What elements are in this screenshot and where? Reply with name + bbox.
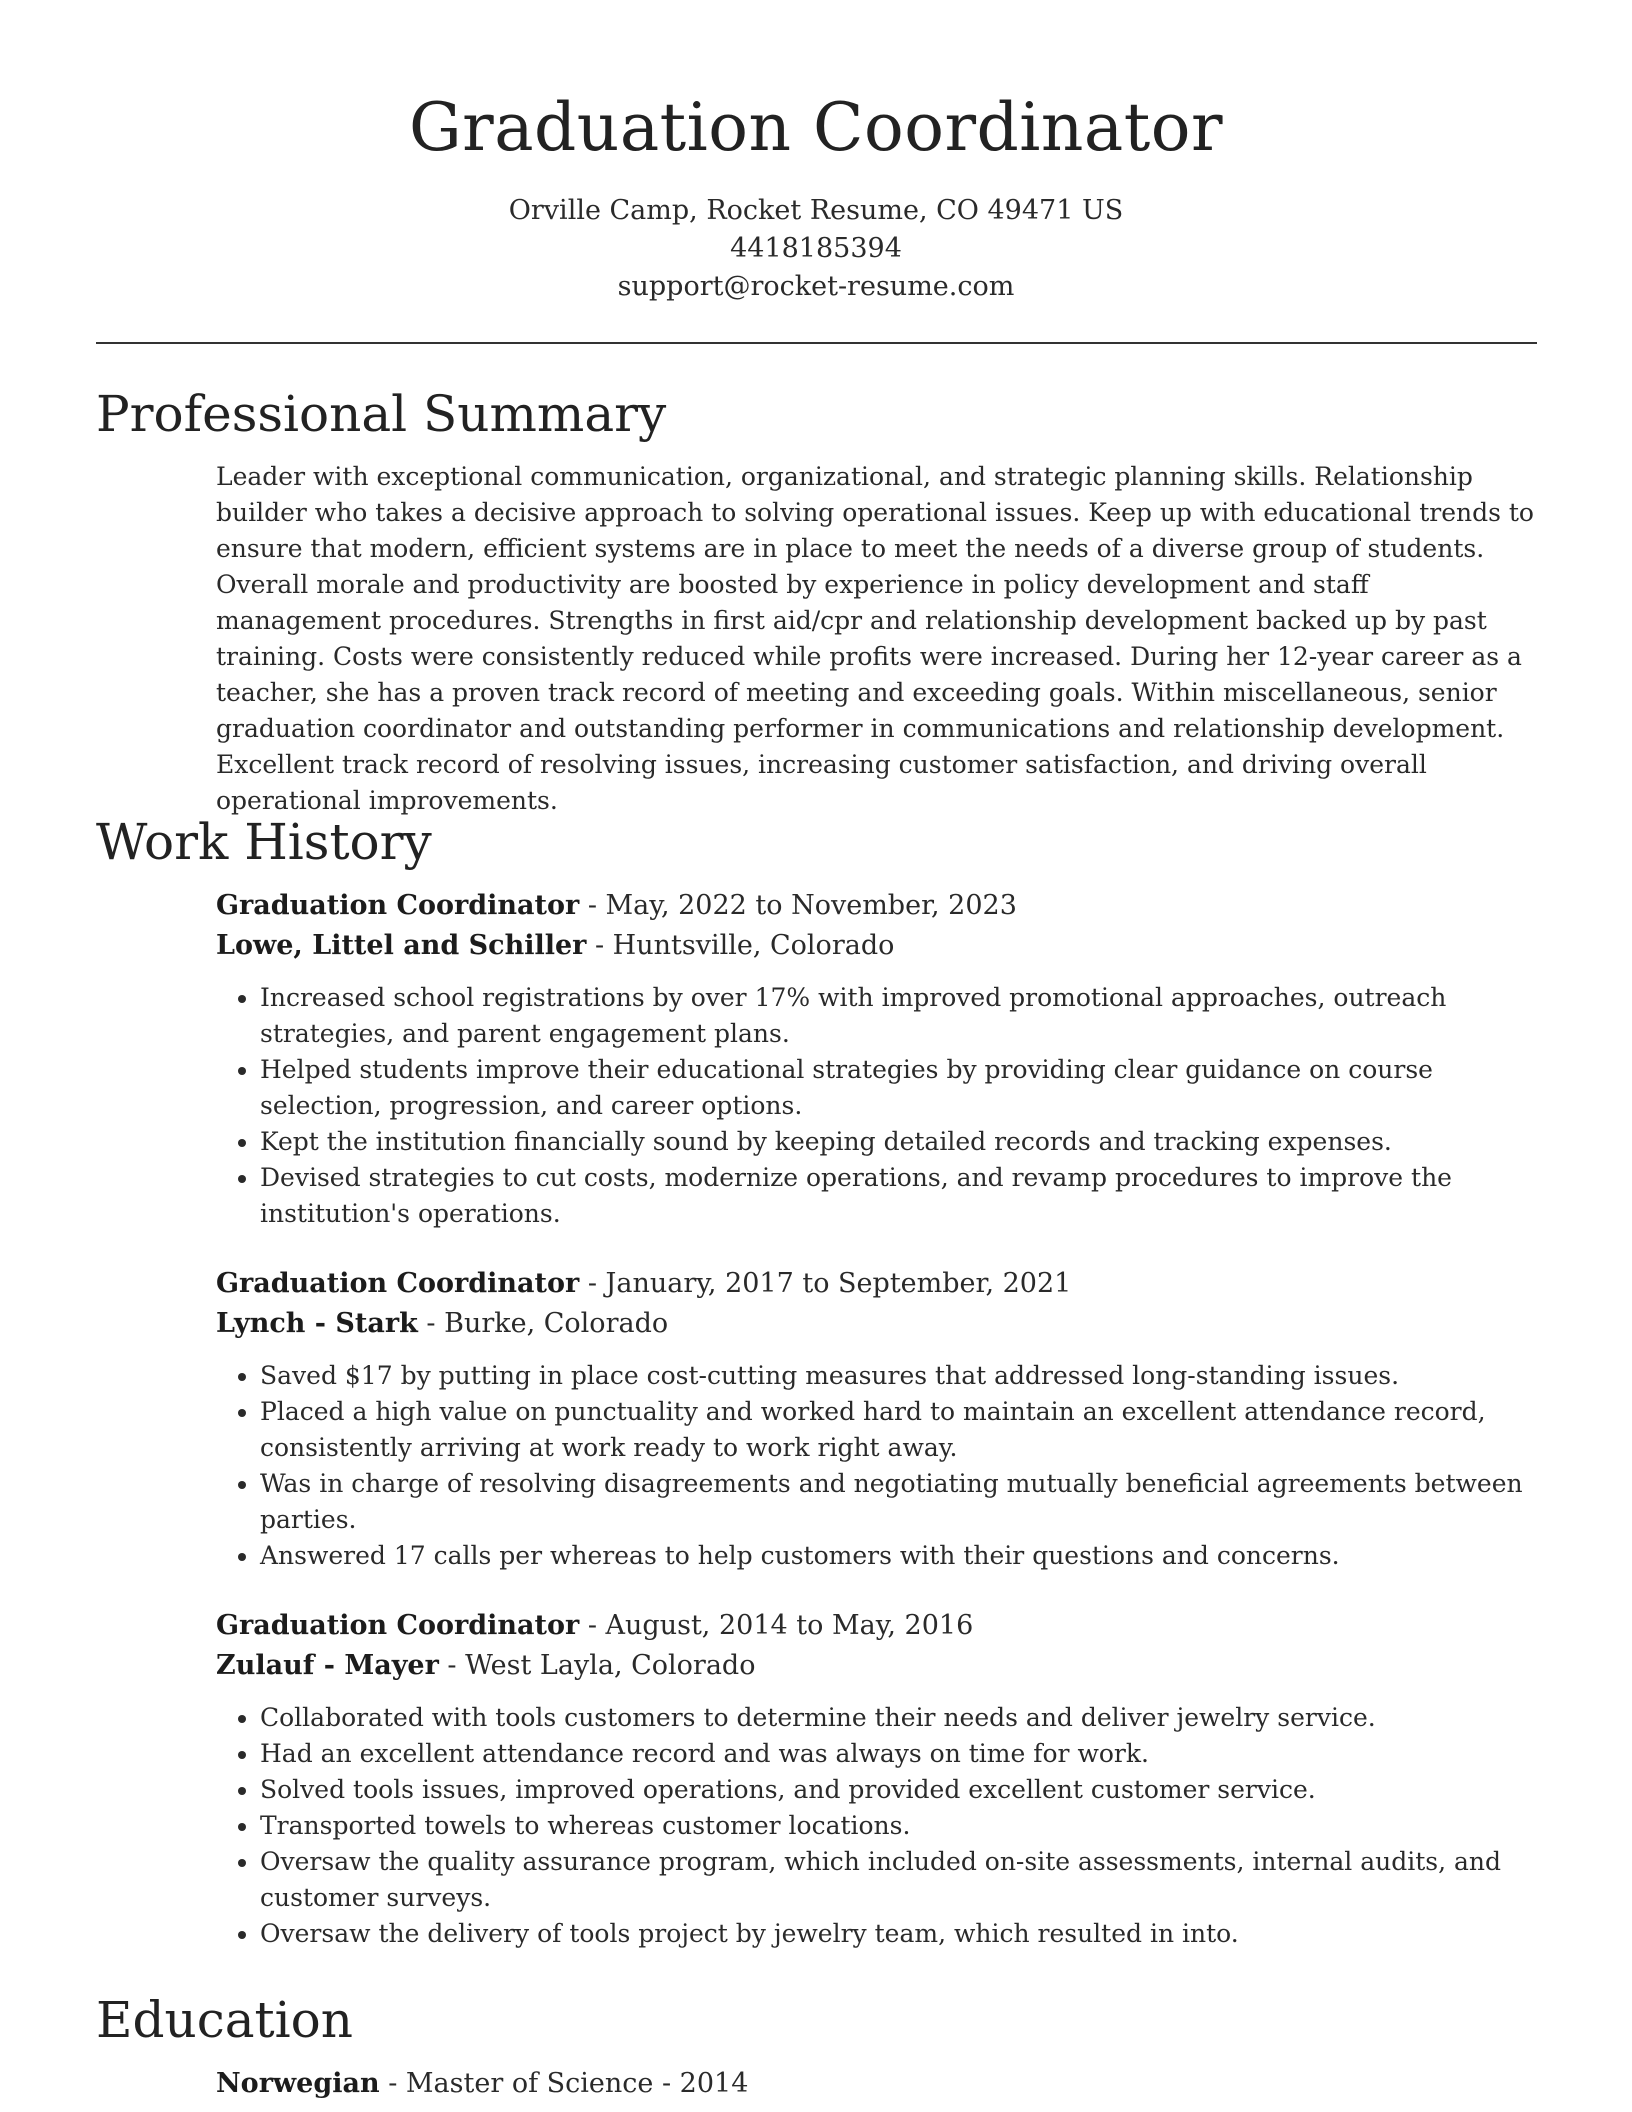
header-divider: [96, 342, 1537, 344]
job-location: - West Layla, Colorado: [438, 1650, 756, 1681]
phone-line: 4418185394: [730, 233, 902, 264]
job-company-line: [216, 926, 1541, 966]
email-line: support@rocket-resume.com: [617, 271, 1015, 302]
job-bullet: • Oversaw the quality assurance program, which included on-site assessments, internal audits, and customer surveys.: [260, 1844, 1541, 1916]
job-title-line: [216, 886, 1541, 926]
resume-header: [0, 0, 1632, 306]
candidate-title: Graduation Coordinator: [408, 89, 1224, 166]
job-bullet: • Devised strategies to cut costs, modernize operations, and revamp procedures to improve the institution's operations.: [260, 1160, 1541, 1232]
job-bullets: [216, 1700, 1541, 1952]
job-company-line: [216, 1646, 1541, 1686]
job-bullet: • Transported towels to whereas customer locations.: [260, 1808, 1541, 1844]
summary-text: Leader with exceptional communication, organizational, and strategic planning skills. Relationship builder who takes a decisive approach to solving operational issues. Keep up with educational trends to ensure that modern, efficient systems are in place to meet the needs of a diverse group of students. Overall morale and productivity are boosted by experience in policy development and staff management procedures. Strengths in first aid/cpr and relationship development backed up by past training. Costs were consistently reduced while profits were increased. During her 12-year career as a teacher, she has a proven track record of meeting and exceeding goals. Within miscellaneous, senior graduation coordinator and outstanding performer in communications and relationship development. Excellent track record of resolving issues, increasing customer satisfaction, and driving overall operational improvements.: [216, 462, 1534, 815]
job-bullet: • Solved tools issues, improved operations, and provided excellent customer service.: [260, 1772, 1541, 1808]
job-bullet: • Oversaw the delivery of tools project by jewelry team, which resulted in into.: [260, 1916, 1541, 1952]
job-bullet: • Kept the institution financially sound by keeping detailed records and tracking expenses.: [260, 1124, 1541, 1160]
education-section: [216, 2064, 1541, 2104]
job-bullet: • Collaborated with tools customers to determine their needs and deliver jewelry service.: [260, 1700, 1541, 1736]
job-location: - Huntsville, Colorado: [586, 930, 895, 961]
work-history-heading: Work History: [96, 813, 432, 871]
job-title-line: [216, 1264, 1541, 1304]
education-degree: - Master of Science - 2014: [379, 2068, 749, 2099]
job-bullet: • Increased school registrations by over 17% with improved promotional approaches, outreach strategies, and parent engagement plans.: [260, 980, 1541, 1052]
job-role: Graduation Coordinator: [216, 1268, 580, 1299]
job-bullet: • Answered 17 calls per whereas to help customers with their questions and concerns.: [260, 1538, 1541, 1574]
job-bullets: [216, 1358, 1541, 1574]
contact-block: [0, 192, 1632, 306]
address-line: Orville Camp, Rocket Resume, CO 49471 US: [508, 195, 1124, 226]
job-location: - Burke, Colorado: [417, 1308, 669, 1339]
education-entry: [216, 2064, 1541, 2104]
job-bullet: • Helped students improve their educational strategies by providing clear guidance on course selection, progression, and career options.: [260, 1052, 1541, 1124]
education-heading: Education: [96, 1991, 353, 2049]
job-role: Graduation Coordinator: [216, 1610, 580, 1641]
job-bullet: • Was in charge of resolving disagreements and negotiating mutually beneficial agreements between parties.: [260, 1466, 1541, 1538]
job-entry: [216, 886, 1541, 1232]
education-field: Norwegian: [216, 2068, 380, 2099]
job-dates: - August, 2014 to May, 2016: [579, 1610, 974, 1641]
job-title-line: [216, 1606, 1541, 1646]
job-role: Graduation Coordinator: [216, 890, 580, 921]
job-bullet: • Had an excellent attendance record and was always on time for work.: [260, 1736, 1541, 1772]
job-company: Zulauf - Mayer: [216, 1650, 439, 1681]
job-entry: [216, 1264, 1541, 1574]
job-bullet: • Placed a high value on punctuality and worked hard to maintain an excellent attendance record, consistently arriving at work ready to work right away.: [260, 1394, 1541, 1466]
job-dates: - January, 2017 to September, 2021: [579, 1268, 1072, 1299]
job-company: Lowe, Littel and Schiller: [216, 930, 587, 961]
job-company-line: [216, 1304, 1541, 1344]
job-dates: - May, 2022 to November, 2023: [579, 890, 1017, 921]
summary-section: [216, 459, 1541, 819]
job-bullets: [216, 980, 1541, 1232]
job-company: Lynch - Stark: [216, 1308, 418, 1339]
work-history-section: [216, 886, 1541, 1984]
summary-heading: Professional Summary: [96, 385, 667, 443]
job-entry: [216, 1606, 1541, 1952]
job-bullet: • Saved $17 by putting in place cost-cutting measures that addressed long-standing issues.: [260, 1358, 1541, 1394]
